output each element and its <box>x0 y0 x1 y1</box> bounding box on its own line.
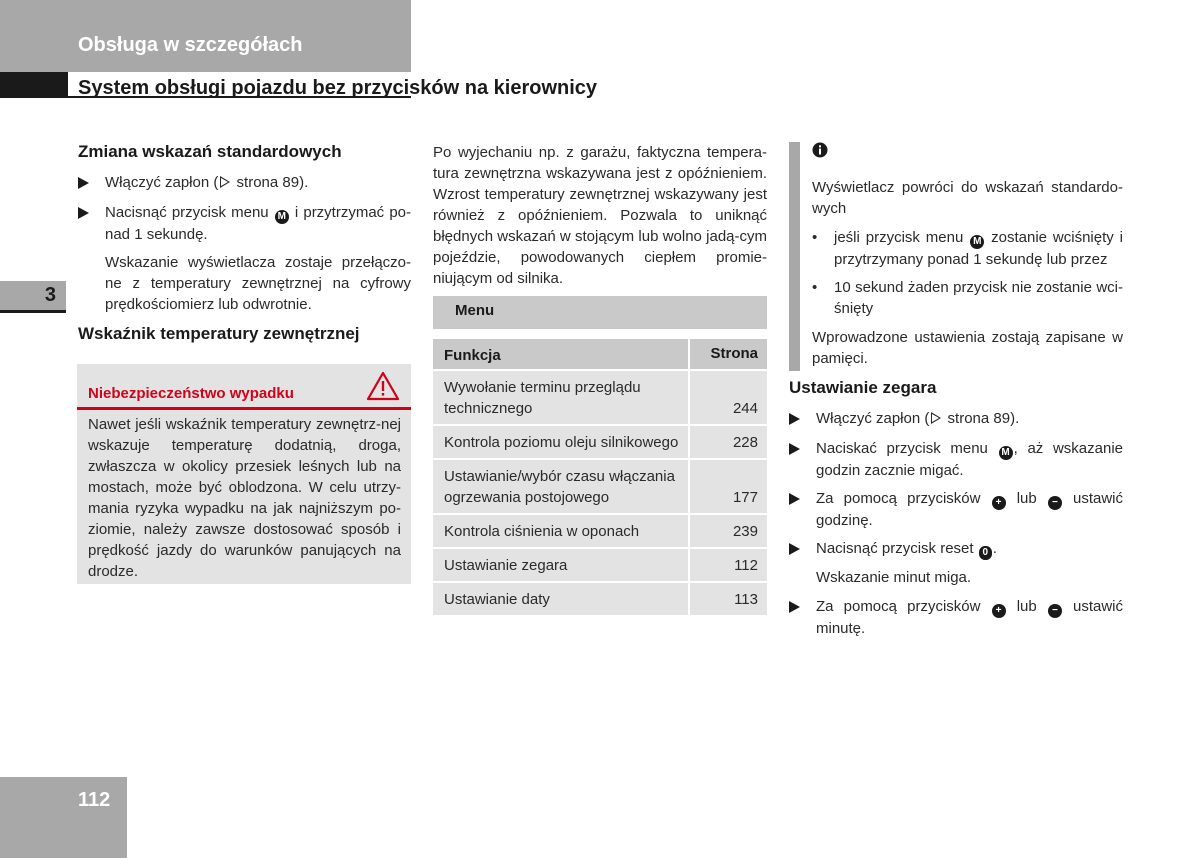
table-header-row <box>433 339 767 371</box>
bullet-dot: • <box>812 229 818 246</box>
table-cell-page: 112 <box>734 557 758 574</box>
chapter-title: Obsługa w szczegółach <box>78 34 303 56</box>
chapter-number: 3 <box>44 284 56 306</box>
minus-key-icon: − <box>1048 496 1062 510</box>
page-reference-icon <box>220 176 230 188</box>
table-cell-function: Ustawianie daty <box>433 583 690 615</box>
intro-paragraph: Po wyjechaniu np. z garażu, faktyczna tempera-tura zewnętrzna wskazywana jest z opóźnieniem. Wzrost temperatury zewnętrznej wskazywany jest również z opóźnieniem. Pozwala to uniknąć błędnych wskazań w stojącym lub wolno jadą-cym pojeździe, powodowanych ciepłem promie-niującym od silnika. <box>433 144 767 287</box>
section-title: System obsługi pojazdu bez przycisków na kierownicy <box>78 77 598 99</box>
menu-label: Menu <box>455 302 495 319</box>
warning-rule <box>77 407 411 410</box>
menu-key-icon: M <box>970 235 984 249</box>
menu-key-icon: M <box>999 446 1013 460</box>
table-cell-page: 239 <box>732 523 758 540</box>
step-arrow-icon <box>78 177 89 189</box>
clock-step-reset: Nacisnąć przycisk reset 0 . <box>789 538 1123 560</box>
table-cell-function: Ustawianie/wybór czasu włączania ogrzewania postojowego <box>433 460 690 513</box>
info-bullet-timeout: • 10 sekund żaden przycisk nie zostanie wci-śnięty <box>812 279 1123 317</box>
info-icon <box>812 142 828 163</box>
step-arrow-icon <box>789 413 800 425</box>
step-arrow-icon <box>789 601 800 613</box>
table-row <box>433 426 767 460</box>
plus-key-icon: + <box>992 604 1006 618</box>
plus-key-icon: + <box>992 496 1006 510</box>
info-intro: Wyświetlacz powróci do wskazań standardo-wych <box>812 179 1123 217</box>
chapter-tab-rule <box>0 310 66 313</box>
clock-step-menu: Naciskać przycisk menu M , aż wskazanie godzin zacznie migać. <box>789 438 1123 481</box>
info-bullet-menu: • jeśli przycisk menu M zostanie wciśnięty i przytrzymany ponad 1 sekundę lub przez <box>812 229 1123 268</box>
table-cell-function: Ustawianie zegara <box>433 549 690 581</box>
table-header-page: Strona <box>710 345 758 362</box>
table-cell-function: Wywołanie terminu przeglądu technicznego <box>433 371 690 424</box>
page-number: 112 <box>78 789 111 811</box>
menu-header <box>433 296 767 329</box>
clock-step-hours: Za pomocą przycisków + lub − ustawić godzinę. <box>789 488 1123 531</box>
reset-key-icon: 0 <box>979 546 992 560</box>
warning-title: Niebezpieczeństwo wypadku <box>88 385 294 402</box>
table-cell-function: Kontrola ciśnienia w oponach <box>433 515 690 547</box>
table-row <box>433 371 767 426</box>
heading-outside-temperature: Wskaźnik temperatury zewnętrznej <box>78 324 360 343</box>
table-row <box>433 515 767 549</box>
table-cell-page: 244 <box>732 400 758 417</box>
page-reference-icon <box>931 412 941 424</box>
table-row <box>433 549 767 583</box>
result-display-switch: Wskazanie wyświetlacza zostaje przełączo-ne z temperatury zewnętrznej na cyfrowy prędkościomierz lub odwrotnie. <box>105 254 411 313</box>
page-number-box <box>0 777 127 858</box>
warning-body: Nawet jeśli wskaźnik temperatury zewnętrz-nej wskazuje temperaturę dodatnią, droga, zwłaszcza w okolicy przesiek leśnych lub na mostach, może być oblodzona. W celu utrzy-mania ryzyka wypadku na jak najniższym po-ziomie, należy zawsze dostosować sposób i prędkość jazdy do warunków panujących na drodze. <box>88 416 401 580</box>
table-cell-page: 113 <box>734 591 758 608</box>
table-cell-function: Kontrola poziomu oleju silnikowego <box>433 426 690 458</box>
warning-triangle-icon <box>366 370 400 407</box>
step-arrow-icon <box>78 207 89 219</box>
table-cell-page: 228 <box>732 434 758 451</box>
table-row <box>433 460 767 515</box>
table-header-function: Funkcja <box>433 339 690 371</box>
bullet-dot: • <box>812 279 818 296</box>
step-ignition-on: Włączyć zapłon ( strona 89). <box>78 172 411 193</box>
chapter-tab <box>0 281 66 311</box>
table-row <box>433 583 767 617</box>
heading-standard-display: Zmiana wskazań standardowych <box>78 142 342 161</box>
menu-table <box>433 339 767 617</box>
info-outro: Wprowadzone ustawienia zostają zapisane w pamięci. <box>812 329 1123 367</box>
step-press-menu: Nacisnąć przycisk menu M i przytrzymać po-nad 1 sekundę. <box>78 202 411 245</box>
info-side-bar <box>789 142 800 371</box>
clock-step-minutes: Za pomocą przycisków + lub − ustawić minutę. <box>789 596 1123 639</box>
clock-step-ignition: Włączyć zapłon ( strona 89). <box>789 408 1123 429</box>
heading-set-clock: Ustawianie zegara <box>789 378 937 397</box>
step-arrow-icon <box>789 493 800 505</box>
step-arrow-icon <box>789 543 800 555</box>
menu-key-icon: M <box>275 210 289 224</box>
minus-key-icon: − <box>1048 604 1062 618</box>
step-arrow-icon <box>789 443 800 455</box>
header-marker-bar <box>0 72 68 98</box>
clock-result-minutes: Wskazanie minut miga. <box>816 569 972 586</box>
table-cell-page: 177 <box>732 489 758 506</box>
